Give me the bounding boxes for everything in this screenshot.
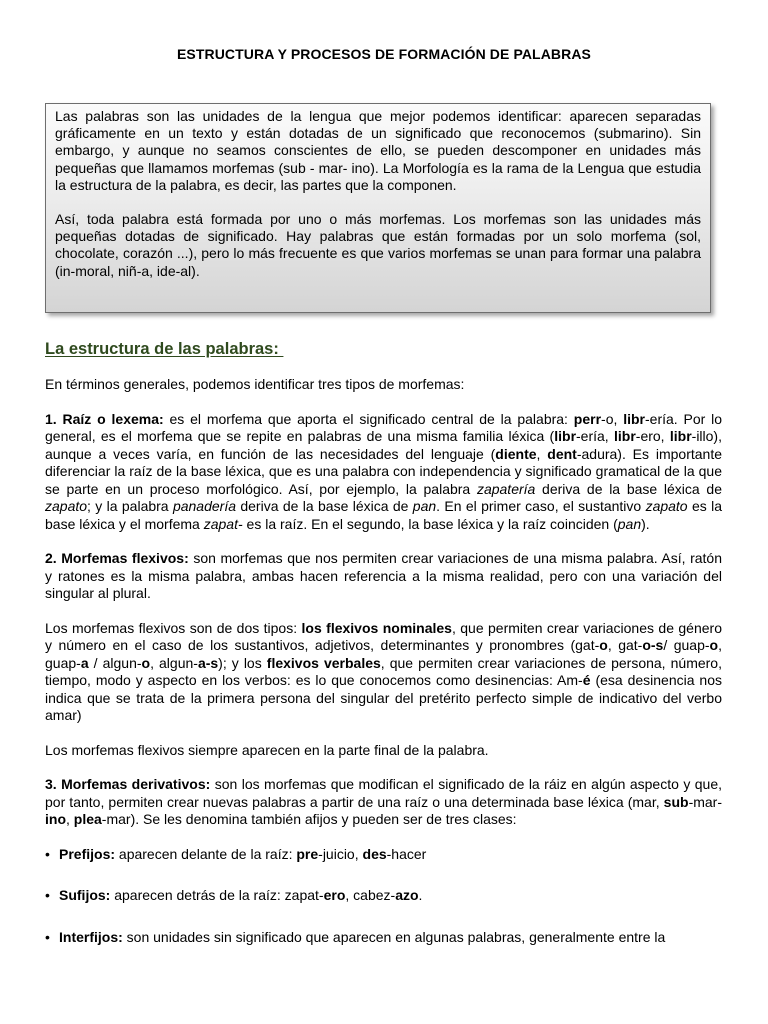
page-title: ESTRUCTURA Y PROCESOS DE FORMACIÓN DE PALABRAS: [176, 46, 591, 62]
affix-list: [45, 846, 722, 947]
list-item-prefijos: • Prefijos: aparecen delante de la raíz: pre-juicio, des-hacer: [45, 846, 722, 864]
paragraph-flexivos-tipos: Los morfemas flexivos son de dos tipos: los flexivos nominales, que permiten crear variaciones de género y número en el caso de los sustantivos, adjetivos, determinantes y pronombres (gat-o, gat-o-s/ guap-o, guap-a / algun-o, algun-a-s); y los flexivos verbales, que permiten crear variaciones de persona, número, tiempo, modo y aspecto en los verbos: es lo que conocemos como desinencias: Am-é (esa desinencia nos indica que se trata de la primera persona del singular del pretérito perfecto simple de indicativo del verbo amar): [45, 619, 722, 723]
term-label: 2. Morfemas flexivos:: [45, 550, 189, 566]
intro-paragraph: Así, toda palabra está formada por uno o más morfemas. Los morfemas son las unidades más pequeñas dotadas de significado. Hay palabras que están formadas por un solo morfema (sol, chocolate, corazón ...), pero lo más frecuente es que varios morfemas se unan para formar una palabra (in-moral, niñ-a, ide-al).: [55, 211, 701, 279]
intro-box: [45, 103, 711, 313]
paragraph-derivativos: 3. Morfemas derivativos: son los morfemas que modifican el significado de la ráiz en algún aspecto y que, por tanto, permiten crear nuevas palabras a partir de una raíz o una determinada base léxica (mar, sub-mar-ino, plea-mar). Se les denomina también afijos y pueden ser de tres clases:: [45, 776, 723, 827]
document-body: [45, 376, 722, 970]
section-intro: En términos generales, podemos identificar tres tipos de morfemas:: [45, 376, 465, 392]
intro-paragraph: Las palabras son las unidades de la lengua que mejor podemos identificar: aparecen separadas gráficamente en un texto y están dotadas de un significado que reconocemos (submarino). Sin embargo, y aunque no seamos conscientes de ello, se pueden descomponer en unidades más pequeñas que llamamos morfemas (sub - mar- ino). La Morfología es la rama de la Lengua que estudia la estructura de la palabra, es decir, las partes que la componen.: [55, 108, 701, 193]
term-label: 1. Raíz o lexema:: [45, 410, 164, 427]
list-item-interfijos: • Interfijos: son unidades sin significado que aparecen en algunas palabras, generalmente entre la: [45, 929, 722, 947]
paragraph-raiz: 1. Raíz o lexema: es el morfema que aporta el significado central de la palabra: perr-o, libr-ería. Por lo general, es el morfema que se repite en palabras de una misma familia léxica (libr-ería, libr-ero, libr-illo), aunque a veces varía, en función de las necesidades del lenguaje (diente, dent-adura). Es importante diferenciar la raíz de la base léxica, que es una palabra con independencia y significado gramatical de la que se parte en un proceso morfológico. Así, por ejemplo, la palabra zapatería deriva de la base léxica de zapato; y la palabra panadería deriva de la base léxica de pan. En el primer caso, el sustantivo zapato es la base léxica y el morfema zapat- es la raíz. En el segundo, la base léxica y la raíz coinciden (pan).: [45, 410, 723, 532]
section-heading: La estructura de las palabras:: [45, 340, 284, 358]
paragraph-flexivos-final: Los morfemas flexivos siempre aparecen en la parte final de la palabra.: [45, 741, 489, 758]
list-item-sufijos: • Sufijos: aparecen detrás de la raíz: zapat-ero, cabez-azo.: [45, 887, 722, 905]
term-label: 3. Morfemas derivativos:: [45, 776, 211, 792]
paragraph-flexivos: 2. Morfemas flexivos: son morfemas que nos permiten crear variaciones de una misma palabra. Así, ratón y ratones es la misma palabra, ambas hacen referencia a la misma realidad, pero con una variación del singular al plural.: [45, 550, 723, 601]
